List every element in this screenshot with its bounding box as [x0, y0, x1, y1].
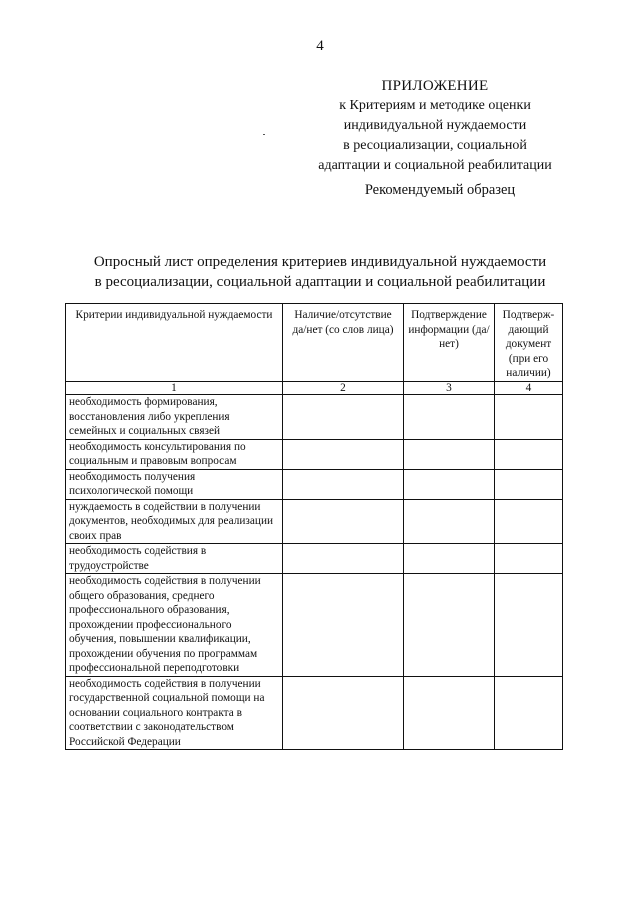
- criterion-cell: нуждаемость в содействии в получении документов, необходимых для реализации своих прав: [66, 499, 283, 544]
- table-row: [66, 574, 563, 677]
- appendix-heading: ПРИЛОЖЕНИЕ: [381, 78, 489, 94]
- criterion-cell: необходимость формирования, восстановления либо укрепления семейных и социальных связей: [66, 395, 283, 440]
- column-number: 2: [283, 382, 404, 395]
- criterion-cell: необходимость получения психологической помощи: [66, 469, 283, 499]
- header-confirmation: Подтверждение информации (да/нет): [404, 304, 495, 382]
- criterion-cell: необходимость консультирования по социальным и правовым вопросам: [66, 439, 283, 469]
- document-cell[interactable]: [495, 499, 563, 544]
- criterion-cell: необходимость содействия в получении общего образования, среднего профессионального образования, прохождении профессионального обучения, повышении квалификации, прохождении обучения по программам профессиональной переподготовки: [66, 574, 283, 677]
- sample-label: Рекомендуемый образец: [364, 182, 516, 198]
- header-criteria: Критерии индивидуальной нуждаемости: [66, 304, 283, 382]
- document-cell[interactable]: [495, 676, 563, 750]
- document-cell[interactable]: [495, 544, 563, 574]
- table-row: [66, 676, 563, 750]
- presence-cell[interactable]: [283, 469, 404, 499]
- column-number: 4: [495, 382, 563, 395]
- table-row: [66, 439, 563, 469]
- confirmation-cell[interactable]: [404, 574, 495, 677]
- document-cell[interactable]: [495, 469, 563, 499]
- appendix-line: к Критериям и методике оценки: [339, 98, 531, 113]
- page-number: 4: [316, 38, 324, 54]
- confirmation-cell[interactable]: [404, 544, 495, 574]
- document-cell[interactable]: [495, 439, 563, 469]
- appendix-line: индивидуальной нуждаемости: [343, 118, 527, 133]
- confirmation-cell[interactable]: [404, 395, 495, 440]
- criterion-cell: необходимость содействия в получении государственной социальной помощи на основании социального контракта в соответствии с законодательством Российской Федерации: [66, 676, 283, 750]
- table-row: [66, 395, 563, 440]
- presence-cell[interactable]: [283, 395, 404, 440]
- appendix-line: в ресоциализации, социальной: [343, 138, 527, 153]
- questionnaire-table: [65, 303, 563, 750]
- document-title-line: Опросный лист определения критериев индивидуальной нуждаемости: [93, 254, 547, 270]
- document-title-line: в ресоциализации, социальной адаптации и социальной реабилитации: [94, 274, 546, 290]
- confirmation-cell[interactable]: [404, 439, 495, 469]
- appendix-block: [290, 76, 580, 176]
- presence-cell[interactable]: [283, 676, 404, 750]
- table-row: [66, 499, 563, 544]
- scan-speck: [263, 134, 265, 135]
- document-cell[interactable]: [495, 395, 563, 440]
- presence-cell[interactable]: [283, 574, 404, 677]
- confirmation-cell[interactable]: [404, 469, 495, 499]
- document-cell[interactable]: [495, 574, 563, 677]
- column-number: 1: [66, 382, 283, 395]
- appendix-line: адаптации и социальной реабилитации: [318, 158, 552, 173]
- table-row: [66, 544, 563, 574]
- confirmation-cell[interactable]: [404, 499, 495, 544]
- presence-cell[interactable]: [283, 439, 404, 469]
- criterion-cell: необходимость содействия в трудоустройстве: [66, 544, 283, 574]
- header-document: Подтверж-дающий документ (при его наличии): [495, 304, 563, 382]
- column-number: 3: [404, 382, 495, 395]
- document-title: [70, 252, 570, 292]
- confirmation-cell[interactable]: [404, 676, 495, 750]
- presence-cell[interactable]: [283, 544, 404, 574]
- header-presence: Наличие/отсутствие да/нет (со слов лица): [283, 304, 404, 382]
- table-row: [66, 469, 563, 499]
- presence-cell[interactable]: [283, 499, 404, 544]
